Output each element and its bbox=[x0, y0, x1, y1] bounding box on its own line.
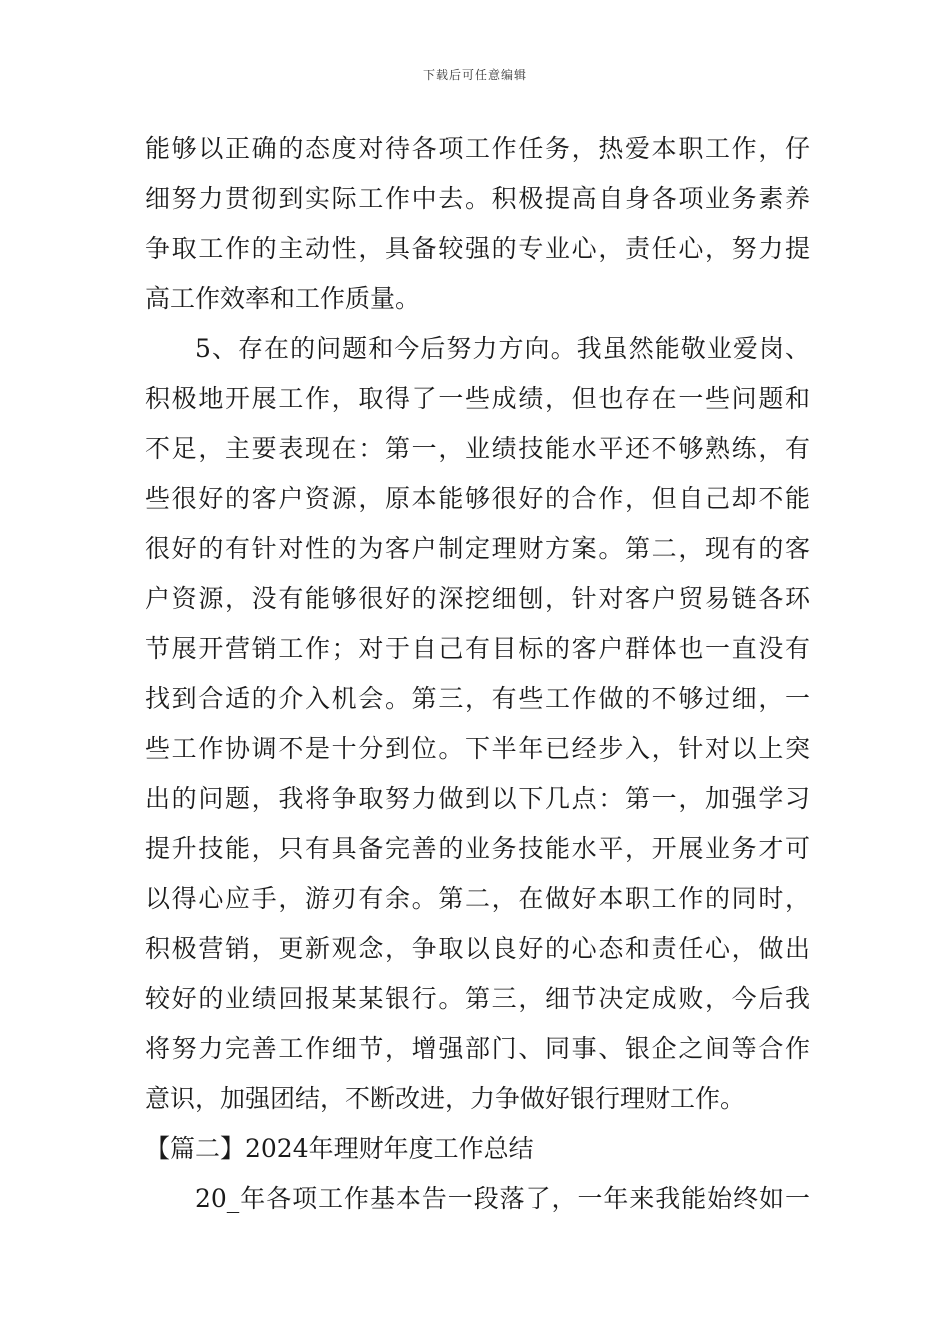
paragraph-line: 很好的有针对性的为客户制定理财方案。第二，现有的客 bbox=[145, 534, 810, 563]
page-header-note: 下载后可任意编辑 bbox=[422, 68, 527, 82]
paragraph-line: 些很好的客户资源，原本能够很好的合作，但自己却不能 bbox=[145, 484, 810, 513]
paragraph-line: 争取工作的主动性，具备较强的专业心，责任心，努力提 bbox=[145, 234, 810, 263]
paragraph-line: 出的问题，我将争取努力做到以下几点：第一，加强学习 bbox=[145, 784, 810, 813]
paragraph-line: 积极地开展工作，取得了一些成绩，但也存在一些问题和 bbox=[145, 384, 810, 413]
document-body bbox=[145, 124, 810, 1224]
paragraph-line: 5、存在的问题和今后努力方向。我虽然能敬业爱岗、 bbox=[195, 334, 810, 363]
paragraph-line: 以得心应手，游刃有余。第二，在做好本职工作的同时， bbox=[145, 884, 810, 913]
section-heading: 【篇二】2024年理财年度工作总结 bbox=[145, 1134, 534, 1163]
paragraph-line: 较好的业绩回报某某银行。第三，细节决定成败，今后我 bbox=[145, 984, 810, 1013]
paragraph-line: 细努力贯彻到实际工作中去。积极提高自身各项业务素养 bbox=[145, 184, 810, 213]
paragraph-line: 不足，主要表现在：第一，业绩技能水平还不够熟练，有 bbox=[145, 434, 810, 463]
paragraph-line: 高工作效率和工作质量。 bbox=[145, 284, 421, 313]
paragraph-line: 意识，加强团结，不断改进，力争做好银行理财工作。 bbox=[145, 1084, 746, 1113]
paragraph-line: 提升技能，只有具备完善的业务技能水平，开展业务才可 bbox=[145, 834, 810, 863]
paragraph-line: 找到合适的介入机会。第三，有些工作做的不够过细，一 bbox=[145, 684, 810, 713]
paragraph-line: 户资源，没有能够很好的深挖细刨，针对客户贸易链各环 bbox=[145, 584, 810, 613]
paragraph-line: 20_年各项工作基本告一段落了，一年来我能始终如一 bbox=[195, 1184, 810, 1213]
paragraph-line: 能够以正确的态度对待各项工作任务，热爱本职工作，仔 bbox=[145, 134, 810, 163]
paragraph-line: 将努力完善工作细节，增强部门、同事、银企之间等合作 bbox=[145, 1034, 810, 1063]
paragraph-line: 积极营销，更新观念，争取以良好的心态和责任心，做出 bbox=[145, 934, 810, 963]
paragraph-line: 些工作协调不是十分到位。下半年已经步入，针对以上突 bbox=[145, 734, 810, 763]
paragraph-line: 节展开营销工作；对于自己有目标的客户群体也一直没有 bbox=[145, 634, 810, 663]
